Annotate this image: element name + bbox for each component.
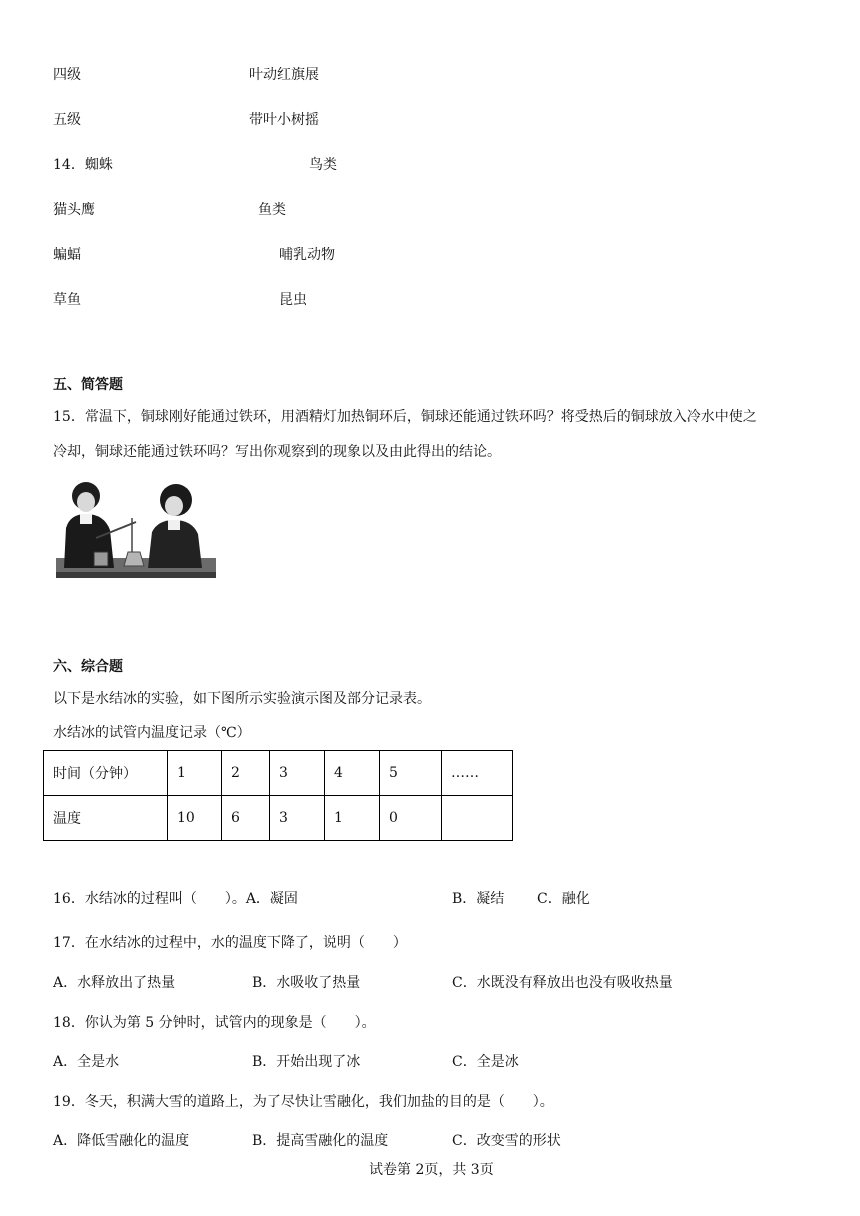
q16-option-c: C．融化 — [537, 891, 590, 907]
table-cell: 1 — [325, 796, 380, 841]
table-cell: 温度 — [44, 796, 168, 841]
section5-heading: 五、简答题 — [53, 377, 123, 393]
q18-option-a: A．全是水 — [53, 1054, 120, 1070]
q15-text-line2: 冷却，铜球还能通过铁环吗？写出你观察到的现象以及由此得出的结论。 — [53, 444, 501, 460]
q14-right-2: 鱼类 — [258, 202, 286, 218]
temperature-record-table — [43, 750, 513, 841]
match-right-siji: 叶动红旗展 — [249, 67, 319, 83]
table-caption: 水结冰的试管内温度记录（℃） — [53, 725, 251, 741]
q17-option-b: B．水吸收了热量 — [252, 975, 361, 991]
table-cell: 2 — [222, 751, 270, 796]
q14-left-3: 蝙蝠 — [53, 247, 81, 263]
q19-option-a: A．降低雪融化的温度 — [53, 1133, 190, 1149]
q18-option-b: B．开始出现了冰 — [252, 1054, 361, 1070]
match-left-wuji: 五级 — [53, 112, 81, 128]
table-cell — [442, 796, 513, 841]
q19-stem: 19．冬天，积满大雪的道路上，为了尽快让雪融化，我们加盐的目的是（ ）。 — [53, 1094, 554, 1110]
q14-left-2: 猫头鹰 — [53, 202, 95, 218]
q18-stem: 18．你认为第 5 分钟时，试管内的现象是（ ）。 — [53, 1015, 376, 1031]
q17-option-c: C．水既没有释放出也没有吸收热量 — [452, 975, 673, 991]
table-cell: 4 — [325, 751, 380, 796]
q14-right-1: 鸟类 — [309, 157, 337, 173]
section6-intro: 以下是水结冰的实验，如下图所示实验演示图及部分记录表。 — [53, 691, 431, 707]
table-cell: 1 — [168, 751, 222, 796]
table-row — [44, 751, 513, 796]
q19-option-c: C．改变雪的形状 — [452, 1133, 561, 1149]
section6-heading: 六、综合题 — [53, 659, 123, 675]
q16-stem: 16．水结冰的过程叫（ ）。A．凝固 — [53, 891, 298, 907]
page-footer: 试卷第 2页，共 3页 — [369, 1162, 494, 1178]
table-cell: …… — [442, 751, 513, 796]
q17-stem: 17．在水结冰的过程中，水的温度下降了，说明（ ） — [53, 935, 407, 951]
q14-left-4: 草鱼 — [53, 292, 81, 308]
match-left-siji: 四级 — [53, 67, 81, 83]
q14-right-4: 昆虫 — [279, 292, 307, 308]
q18-option-c: C．全是冰 — [452, 1054, 519, 1070]
table-row — [44, 796, 513, 841]
match-right-wuji: 带叶小树摇 — [249, 112, 319, 128]
table-cell: 5 — [380, 751, 442, 796]
table-cell: 0 — [380, 796, 442, 841]
q14-left-1: 14．蜘蛛 — [53, 157, 113, 173]
q15-text-line1: 15．常温下，铜球刚好能通过铁环，用酒精灯加热铜环后，铜球还能通过铁环吗？将受热后的铜球放入冷水中使之 — [53, 409, 757, 425]
table-cell: 时间（分钟） — [44, 751, 168, 796]
table-cell: 3 — [270, 751, 325, 796]
table-cell: 3 — [270, 796, 325, 841]
experiment-photo — [56, 478, 216, 583]
q14-right-3: 哺乳动物 — [279, 247, 335, 263]
q16-option-b: B．凝结 — [452, 891, 505, 907]
table-cell: 10 — [168, 796, 222, 841]
table-cell: 6 — [222, 796, 270, 841]
q19-option-b: B．提高雪融化的温度 — [252, 1133, 389, 1149]
q17-option-a: A．水释放出了热量 — [53, 975, 176, 991]
